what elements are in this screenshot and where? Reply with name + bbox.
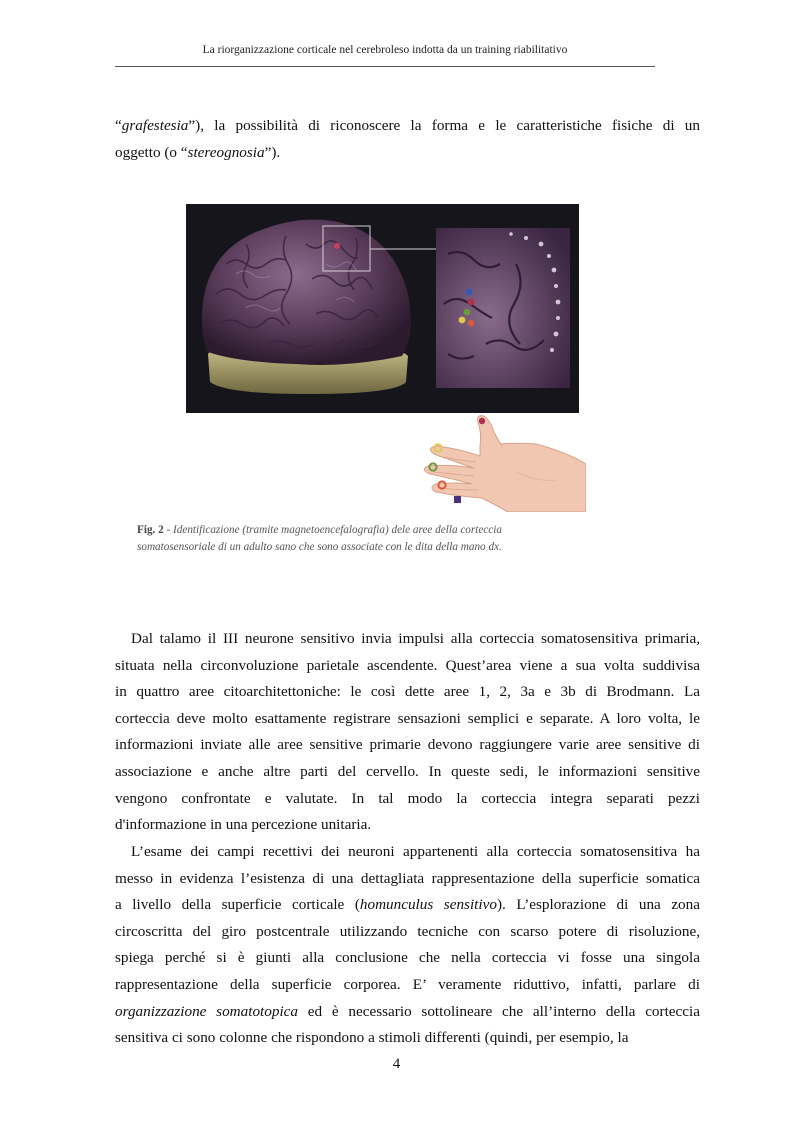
little-finger-marker — [479, 418, 485, 424]
text-line — [115, 706, 700, 733]
brain-image — [186, 204, 579, 413]
figure-2 — [116, 190, 586, 575]
header-rule — [115, 66, 655, 67]
text-line — [115, 919, 700, 946]
text-run: ”). — [264, 143, 281, 161]
text-line — [115, 812, 700, 839]
text-run: ed è necessario sottolineare che all’interno della corteccia — [298, 1002, 700, 1020]
figure-caption — [137, 522, 657, 556]
caption-line-2: somatosensoriale di un adulto sano che sono associate con le dita della mano dx. — [137, 541, 502, 553]
text-run: associazione e anche altre parti del cervello. In queste sedi, le informazioni sensitive — [115, 762, 700, 780]
text-line — [115, 653, 700, 680]
body-paragraph-1 — [115, 626, 700, 839]
text-line — [115, 1025, 700, 1052]
text-run: ”), la possibilità di riconoscere la forma e le caratteristiche fisiche di un — [188, 117, 700, 134]
text-run: spiega perché si è giunti alla conclusione che nella corteccia vi fosse una singola — [115, 949, 700, 967]
figure-image-panel — [186, 204, 579, 413]
text-line — [115, 892, 700, 919]
text-run: situata nella circonvoluzione parietale ascendente. Quest’area viene a sua volta suddivisa — [115, 656, 700, 674]
text-line — [115, 113, 700, 140]
text-line — [115, 732, 700, 759]
text-run: d'informazione in una percezione unitaria. — [115, 816, 372, 834]
text-line — [115, 626, 700, 653]
text-line — [115, 972, 700, 999]
figure-label: Fig. 2 — [137, 524, 164, 536]
text-run: messo in evidenza l’esistenza di una dettagliata rappresentazione della superficie somatica — [115, 869, 700, 887]
text-run: sensitiva ci sono colonne che rispondono a stimoli differenti (quindi, per esempio, la — [115, 1029, 629, 1047]
page-number: 4 — [392, 1056, 401, 1072]
text-run: Dal talamo il III neurone sensitivo invia impulsi alla corteccia somatosensitiva primaria, — [131, 630, 700, 647]
text-line — [115, 140, 700, 167]
intro-paragraph — [115, 113, 700, 166]
text-run: in quattro aree citoarchitettoniche: le così dette aree 1, 2, 3a e 3b di Brodmann. La — [115, 683, 700, 701]
hand-drawing — [416, 412, 586, 512]
text-run: rappresentazione della superficie corporea. E’ veramente riduttivo, infatti, parlare di — [115, 975, 700, 993]
text-line — [115, 759, 700, 786]
text-line — [115, 786, 700, 813]
italic-term: stereognosia — [187, 143, 265, 161]
text-run: L’esame dei campi recettivi dei neuroni appartenenti alla corteccia somatosensitiva ha — [131, 843, 700, 860]
text-line — [115, 866, 700, 893]
text-line — [115, 679, 700, 706]
italic-term: homunculus sensitivo — [359, 896, 497, 914]
body-paragraph-2 — [115, 839, 700, 1052]
italic-term: grafestesia — [121, 117, 189, 134]
text-run: “ — [115, 117, 122, 134]
text-run: a livello della superficie corticale ( — [115, 896, 360, 914]
text-line — [115, 839, 700, 866]
ring-finger-marker — [454, 496, 461, 503]
text-line — [115, 999, 700, 1026]
text-run: ). L’esplorazione di una zona — [496, 896, 700, 914]
running-head: La riorganizzazione corticale nel cerebroleso indotta da un training riabilitativo — [202, 44, 568, 56]
text-run: informazioni inviate alle aree sensitive primarie devono raggiungere varie aree sensitive di — [115, 736, 700, 754]
text-run: circoscritta del giro postcentrale utilizzando tecniche con scarso potere di risoluzione, — [115, 922, 700, 940]
text-line — [115, 945, 700, 972]
caption-line-1: Fig. 2 - Identificazione (tramite magnetoencefalografia) dele aree della corteccia — [137, 524, 502, 536]
text-run: vengono confrontate e valutate. In tal modo la corteccia integra separati pezzi — [115, 789, 700, 807]
text-run: oggetto (o “ — [115, 143, 188, 161]
italic-term: organizzazione somatotopica — [115, 1002, 299, 1020]
text-run: corteccia deve molto esattamente registrare sensazioni semplici e separate. A loro volta, le — [115, 709, 700, 727]
